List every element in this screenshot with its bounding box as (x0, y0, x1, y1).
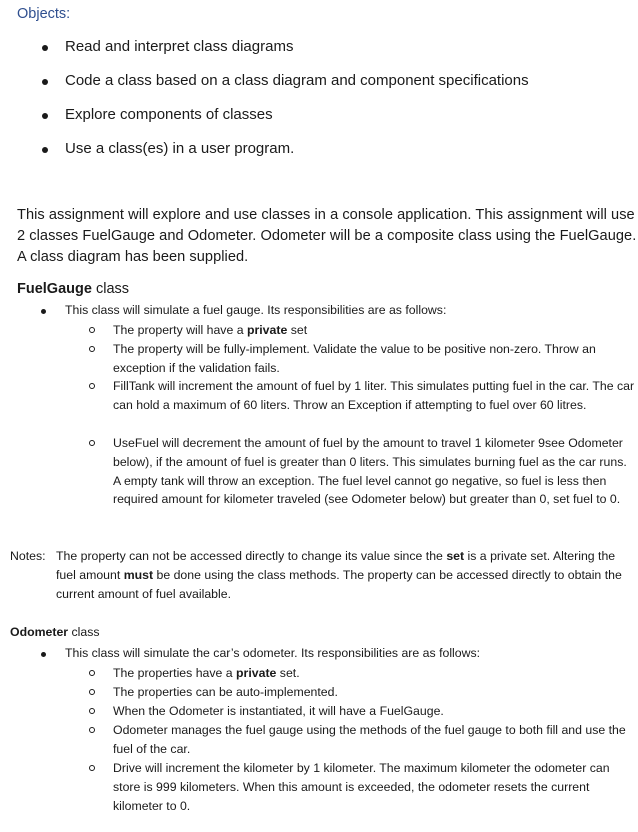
circle-bullet-icon (89, 765, 95, 771)
bullet-icon (42, 79, 48, 85)
odometer-item: Drive will increment the kilometer by 1 kilometer. The maximum kilometer the odometer can store is 999 kilometers. When this amount is exceeded, the odometer resets the current kilometer to 0. (0, 759, 638, 816)
objective-item: Code a class based on a class diagram and component specifications (0, 72, 638, 94)
objectives-title: Objects: (17, 6, 71, 22)
odometer-item: Odometer manages the fuel gauge using the methods of the fuel gauge to both fill and use the fuel of the car. (0, 721, 638, 759)
fuelgauge-item: UseFuel will decrement the amount of fuel by the amount to travel 1 kilometer 9see Odometer below), if the amount of fuel is greater than 0 liters. This simulates burning fuel as the car runs. A empty tank will throw an exception. The fuel level cannot go negative, so fuel is less then required amount for kilometer traveled (see Odometer below) but greater than 0, set fuel to 0. (0, 434, 638, 529)
odometer-summary: This class will simulate the car’s odometer. Its responsibilities are as follows: (0, 646, 638, 664)
fuelgauge-item: FillTank will increment the amount of fuel by 1 liter. This simulates putting fuel in the car. The car can hold a maximum of 60 liters. Throw an Exception if attempting to fuel over 60 litres. (0, 377, 638, 434)
circle-bullet-icon (89, 346, 95, 352)
notes-text: The property can not be accessed directly to change its value since the set is a private set. Altering the fuel amount must be done using the class methods. The property can be accessed directly to obtain the current amount of fuel available. (56, 549, 622, 601)
circle-bullet-icon (89, 727, 95, 733)
bullet-icon (42, 147, 48, 153)
circle-bullet-icon (89, 327, 95, 333)
bullet-icon (41, 309, 46, 314)
fuelgauge-item: The property will be fully-implement. Validate the value to be positive non-zero. Throw an exception if the validation fails. (0, 340, 638, 378)
odometer-item: The properties can be auto-implemented. (0, 683, 638, 702)
circle-bullet-icon (89, 670, 95, 676)
fuelgauge-summary: This class will simulate a fuel gauge. Its responsibilities are as follows: (0, 303, 638, 321)
circle-bullet-icon (89, 689, 95, 695)
objective-item: Read and interpret class diagrams (0, 38, 638, 60)
bullet-icon (42, 113, 48, 119)
circle-bullet-icon (89, 383, 95, 389)
objective-item: Use a class(es) in a user program. (0, 140, 638, 162)
bullet-icon (42, 45, 48, 51)
fuelgauge-heading: FuelGauge class (17, 281, 130, 297)
bullet-icon (41, 652, 46, 657)
notes-label: Notes: (10, 549, 46, 563)
circle-bullet-icon (89, 708, 95, 714)
odometer-item: The properties have a private set. (0, 664, 638, 683)
fuelgauge-item: The property will have a private set (0, 321, 638, 340)
circle-bullet-icon (89, 440, 95, 446)
odometer-heading: Odometer class (10, 625, 100, 639)
odometer-item: When the Odometer is instantiated, it will have a FuelGauge. (0, 702, 638, 721)
objective-item: Explore components of classes (0, 106, 638, 128)
intro-paragraph: This assignment will explore and use classes in a console application. This assignment will use 2 classes FuelGauge and Odometer. Odometer will be a composite class using the FuelGauge. A class diagram has been supplied. (17, 207, 637, 265)
